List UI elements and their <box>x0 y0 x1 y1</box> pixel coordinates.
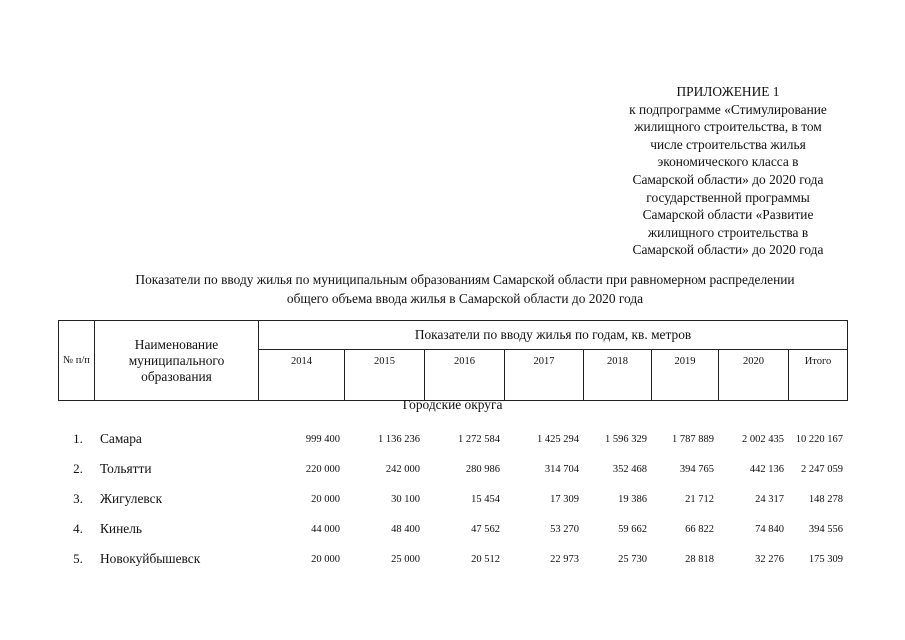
year-value: 19 386 <box>618 493 647 505</box>
year-value: 28 818 <box>685 553 714 565</box>
name-header: Наименование муниципального образования <box>95 321 259 401</box>
appendix-line: экономического класса в <box>657 154 799 170</box>
total-value: 394 556 <box>808 523 843 535</box>
year-value: 314 704 <box>544 463 579 475</box>
year-value: 47 562 <box>471 523 500 535</box>
appendix-line: к подпрограмме «Стимулирование <box>629 101 827 117</box>
data-table <box>58 424 847 574</box>
municipality-name: Тольятти <box>100 461 152 476</box>
section-heading: Городские округа <box>402 397 503 412</box>
year-value: 59 662 <box>618 523 647 535</box>
num-header: № п/п <box>59 321 95 401</box>
row-index: 5. <box>73 551 83 566</box>
year-value: 25 730 <box>618 553 647 565</box>
year-value: 74 840 <box>755 523 784 535</box>
appendix-line: Самарской области» до 2020 года <box>632 242 824 258</box>
year-value: 2 002 435 <box>742 433 784 445</box>
row-index: 1. <box>73 431 83 446</box>
year-value: 1 596 329 <box>605 433 647 445</box>
year-value: 15 454 <box>471 493 500 505</box>
year-value: 242 000 <box>385 463 420 475</box>
document-title <box>60 271 870 308</box>
municipality-name: Жигулевск <box>100 491 163 506</box>
municipality-name: Самара <box>100 431 142 446</box>
row-index: 2. <box>73 461 83 476</box>
year-value: 20 000 <box>311 493 340 505</box>
year-value: 442 136 <box>749 463 784 475</box>
appendix-line: ПРИЛОЖЕНИЕ 1 <box>676 84 780 99</box>
total-value: 2 247 059 <box>801 463 843 475</box>
year-value: 280 986 <box>465 463 500 475</box>
year-header: 2018 <box>584 350 652 401</box>
year-value: 1 787 889 <box>672 433 714 445</box>
table-header <box>58 320 848 401</box>
year-header: 2014 <box>259 350 345 401</box>
row-index: 3. <box>73 491 83 506</box>
title-line-1: Показатели по вводу жилья по муниципальным образованиям Самарской области при равномерном распределении <box>135 272 795 287</box>
appendix-line: числе строительства жилья <box>650 136 806 152</box>
table-row <box>58 484 847 514</box>
year-value: 32 276 <box>755 553 784 565</box>
year-header: 2015 <box>345 350 425 401</box>
year-value: 1 272 584 <box>458 433 500 445</box>
row-index: 4. <box>73 521 83 536</box>
year-value: 22 973 <box>550 553 579 565</box>
appendix-block <box>600 83 856 259</box>
appendix-line: государственной программы <box>646 189 810 205</box>
total-value: 148 278 <box>808 493 843 505</box>
year-value: 352 468 <box>612 463 647 475</box>
year-value: 220 000 <box>305 463 340 475</box>
year-value: 30 100 <box>391 493 420 505</box>
year-value: 394 765 <box>679 463 714 475</box>
year-value: 53 270 <box>550 523 579 535</box>
year-value: 1 425 294 <box>537 433 579 445</box>
year-value: 20 512 <box>471 553 500 565</box>
year-value: 21 712 <box>685 493 714 505</box>
group-header: Показатели по вводу жилья по годам, кв. метров <box>259 321 848 350</box>
year-header: 2016 <box>425 350 505 401</box>
total-value: 10 220 167 <box>795 433 843 445</box>
appendix-line: жилищного строительства в <box>647 224 809 240</box>
year-value: 24 317 <box>755 493 784 505</box>
year-value: 1 136 236 <box>378 433 420 445</box>
year-value: 44 000 <box>311 523 340 535</box>
total-value: 175 309 <box>808 553 843 565</box>
year-value: 20 000 <box>311 553 340 565</box>
total-header: Итого <box>789 350 848 401</box>
table-row <box>58 544 847 574</box>
year-header: 2019 <box>652 350 719 401</box>
municipality-name: Новокуйбышевск <box>100 551 201 566</box>
year-value: 999 400 <box>305 433 340 445</box>
appendix-line: Самарской области «Развитие <box>642 207 814 223</box>
year-value: 17 309 <box>550 493 579 505</box>
year-value: 66 822 <box>685 523 714 535</box>
year-value: 48 400 <box>391 523 420 535</box>
title-line-2: общего объема ввода жилья в Самарской области до 2020 года <box>286 290 644 306</box>
year-header: 2017 <box>505 350 584 401</box>
year-value: 25 000 <box>391 553 420 565</box>
table-row <box>58 514 847 544</box>
municipality-name: Кинель <box>100 521 142 536</box>
table-row <box>58 424 847 454</box>
table-row <box>58 454 847 484</box>
year-header: 2020 <box>719 350 789 401</box>
appendix-line: жилищного строительства, в том <box>634 119 822 135</box>
appendix-line: Самарской области» до 2020 года <box>632 171 824 187</box>
